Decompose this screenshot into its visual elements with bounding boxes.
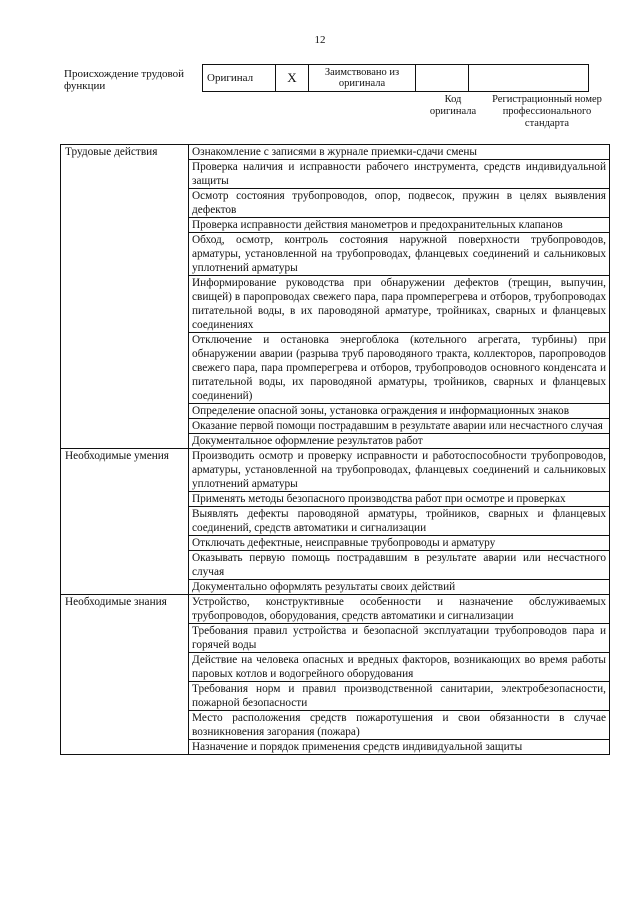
competency-table	[60, 144, 610, 755]
table-row	[61, 595, 610, 624]
table-cell-description: Отключение и остановка энергоблока (котельного агрегата, турбины) при обнаружении аварии (разрыва труб пароводяного тракта, коллекторов, паропроводов свежего пара, пара промперегрева и отборов, трубопроводов основного конденсата и питательной воды, их пароводяной арматуры, тройников, сварных и фланцевых соединений)	[189, 333, 610, 404]
origin-row	[203, 65, 589, 92]
table-cell-description: Ознакомление с записями в журнале приемки-сдачи смены	[189, 145, 610, 160]
original-mark: X	[276, 65, 309, 92]
table-cell-description: Оказывать первую помощь пострадавшим в результате аварии или несчастного случая	[189, 551, 610, 580]
category-required-skills: Необходимые умения	[61, 449, 189, 595]
borrowed-label: Заимствовано из оригинала	[309, 65, 416, 92]
original-label: Оригинал	[203, 65, 276, 92]
origin-table	[202, 64, 589, 92]
table-cell-description: Оказание первой помощи пострадавшим в результате аварии или несчастного случая	[189, 419, 610, 434]
reg-number-caption: Регистрационный номер профессионального стандарта	[492, 94, 602, 129]
table-cell-description: Выявлять дефекты пароводяной арматуры, тройников, сварных и фланцевых соединений, средств автоматики и сигнализации	[189, 507, 610, 536]
competency-table-body	[61, 145, 610, 755]
table-cell-description: Применять методы безопасного производства работ при осмотре и проверках	[189, 492, 610, 507]
table-cell-description: Проверка исправности действия манометров и предохранительных клапанов	[189, 218, 610, 233]
table-row	[61, 145, 610, 160]
origin-label: Происхождение трудовой функции	[64, 68, 185, 92]
table-cell-description: Требования правил устройства и безопасной эксплуатации трубопроводов пара и горячей воды	[189, 624, 610, 653]
table-cell-description: Производить осмотр и проверку исправности и работоспособности трубопроводов, арматуры, установленной на трубопроводах, фланцевых соединений и сальниковых уплотнений арматуры	[189, 449, 610, 492]
table-cell-description: Устройство, конструктивные особенности и назначение обслуживаемых трубопроводов, оборудования, средств автоматики и сигнализации	[189, 595, 610, 624]
table-cell-description: Требования норм и правил производственной санитарии, электробезопасности, пожарной безопасности	[189, 682, 610, 711]
code-cell	[416, 65, 469, 92]
table-cell-description: Действие на человека опасных и вредных факторов, возникающих во время работы паровых котлов и водогрейного оборудования	[189, 653, 610, 682]
table-cell-description: Назначение и порядок применения средств индивидуальной защиты	[189, 740, 610, 755]
table-cell-description: Обход, осмотр, контроль состояния наружной поверхности трубопроводов, арматуры, установленной на трубопроводах, фланцевых соединений и сальниковых уплотнений арматуры	[189, 233, 610, 276]
table-cell-description: Информирование руководства при обнаружении дефектов (трещин, выпучин, свищей) в паропроводах свежего пара, пара промперегрева и отборов, трубопроводах питательной воды, в их пароводяной арматуре, тройниках, сварных и фланцевых соединениях	[189, 276, 610, 333]
category-required-knowledge: Необходимые знания	[61, 595, 189, 755]
table-cell-description: Отключать дефектные, неисправные трубопроводы и арматуру	[189, 536, 610, 551]
category-labor-actions: Трудовые действия	[61, 145, 189, 449]
table-cell-description: Определение опасной зоны, установка ограждения и информационных знаков	[189, 404, 610, 419]
reg-number-cell	[469, 65, 589, 92]
page-number: 12	[314, 34, 326, 46]
table-row	[61, 449, 610, 492]
code-caption: Код оригинала	[429, 94, 477, 117]
table-cell-description: Документально оформлять результаты своих действий	[189, 580, 610, 595]
table-cell-description: Документальное оформление результатов работ	[189, 434, 610, 449]
table-cell-description: Место расположения средств пожаротушения и свои обязанности в случае возникновения загорания (пожара)	[189, 711, 610, 740]
table-cell-description: Осмотр состояния трубопроводов, опор, подвесок, пружин в целях выявления дефектов	[189, 189, 610, 218]
table-cell-description: Проверка наличия и исправности рабочего инструмента, средств индивидуальной защиты	[189, 160, 610, 189]
